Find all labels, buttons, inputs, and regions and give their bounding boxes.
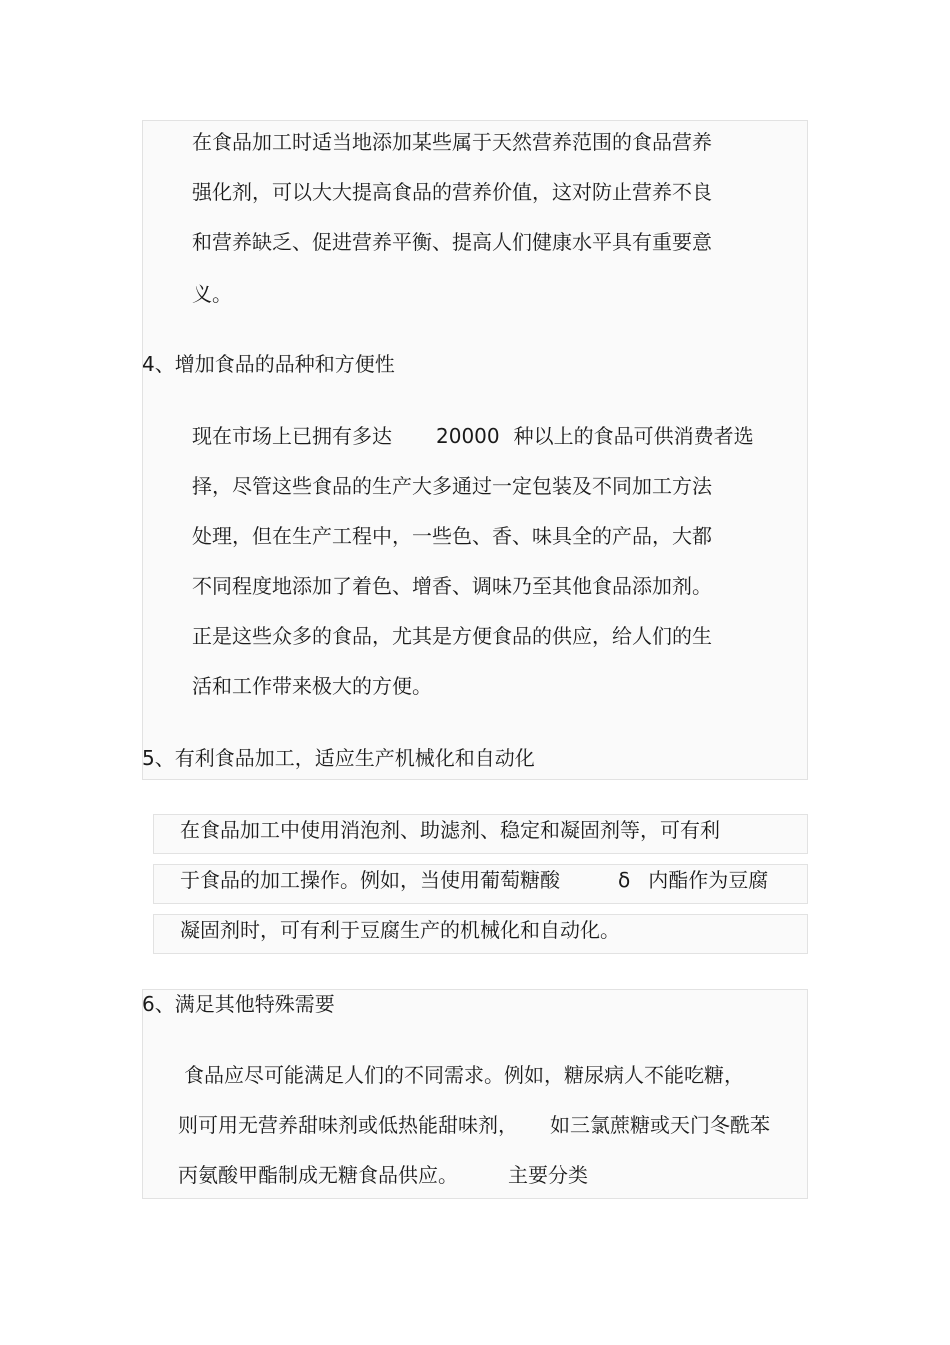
paragraph-line: 食品应尽可能满足人们的不同需求。例如，糖尿病人不能吃糖， bbox=[184, 1063, 744, 1087]
paragraph-line: 在食品加工中使用消泡剂、助滤剂、稳定和凝固剂等，可有利 bbox=[180, 818, 720, 842]
paragraph-line bbox=[178, 1163, 588, 1187]
line-text: 现在市场上已拥有多达 bbox=[192, 424, 392, 448]
section-heading: 4、增加食品的品种和方便性 bbox=[142, 352, 395, 376]
section-heading: 6、满足其他特殊需要 bbox=[142, 992, 335, 1016]
delta-symbol: δ bbox=[618, 868, 631, 892]
paragraph-line: 正是这些众多的食品，尤其是方便食品的供应，给人们的生 bbox=[192, 624, 712, 648]
count-value: 20000 bbox=[436, 424, 500, 448]
paragraph-line: 择，尽管这些食品的生产大多通过一定包装及不同加工方法 bbox=[192, 474, 712, 498]
paragraph-line: 处理，但在生产工程中，一些色、香、味具全的产品，大都 bbox=[192, 524, 712, 548]
line-text: 于食品的加工操作。例如，当使用葡萄糖酸 bbox=[180, 868, 560, 892]
paragraph-line bbox=[180, 868, 768, 892]
line-text: 主要分类 bbox=[508, 1163, 588, 1187]
paragraph-line: 凝固剂时，可有利于豆腐生产的机械化和自动化。 bbox=[180, 918, 620, 942]
paragraph-line: 义。 bbox=[192, 282, 232, 306]
paragraph-line: 活和工作带来极大的方便。 bbox=[192, 674, 432, 698]
line-text: 内酯作为豆腐 bbox=[648, 868, 769, 892]
line-text: 则可用无营养甜味剂或低热能甜味剂， bbox=[178, 1113, 518, 1137]
paragraph-line: 不同程度地添加了着色、增香、调味乃至其他食品添加剂。 bbox=[192, 574, 712, 598]
paragraph-line: 在食品加工时适当地添加某些属于天然营养范围的食品营养 bbox=[192, 130, 712, 154]
paragraph-line bbox=[192, 424, 754, 448]
paragraph-line: 和营养缺乏、促进营养平衡、提高人们健康水平具有重要意 bbox=[192, 230, 712, 254]
line-text: 丙氨酸甲酯制成无糖食品供应。 bbox=[178, 1163, 458, 1187]
line-text: 如三氯蔗糖或天门冬酰苯 bbox=[550, 1113, 770, 1137]
section-heading: 5、有利食品加工，适应生产机械化和自动化 bbox=[142, 746, 535, 770]
line-text: 种以上的食品可供消费者选 bbox=[513, 424, 754, 448]
paragraph-line: 强化剂，可以大大提高食品的营养价值，这对防止营养不良 bbox=[192, 180, 712, 204]
paragraph-line bbox=[178, 1113, 770, 1137]
